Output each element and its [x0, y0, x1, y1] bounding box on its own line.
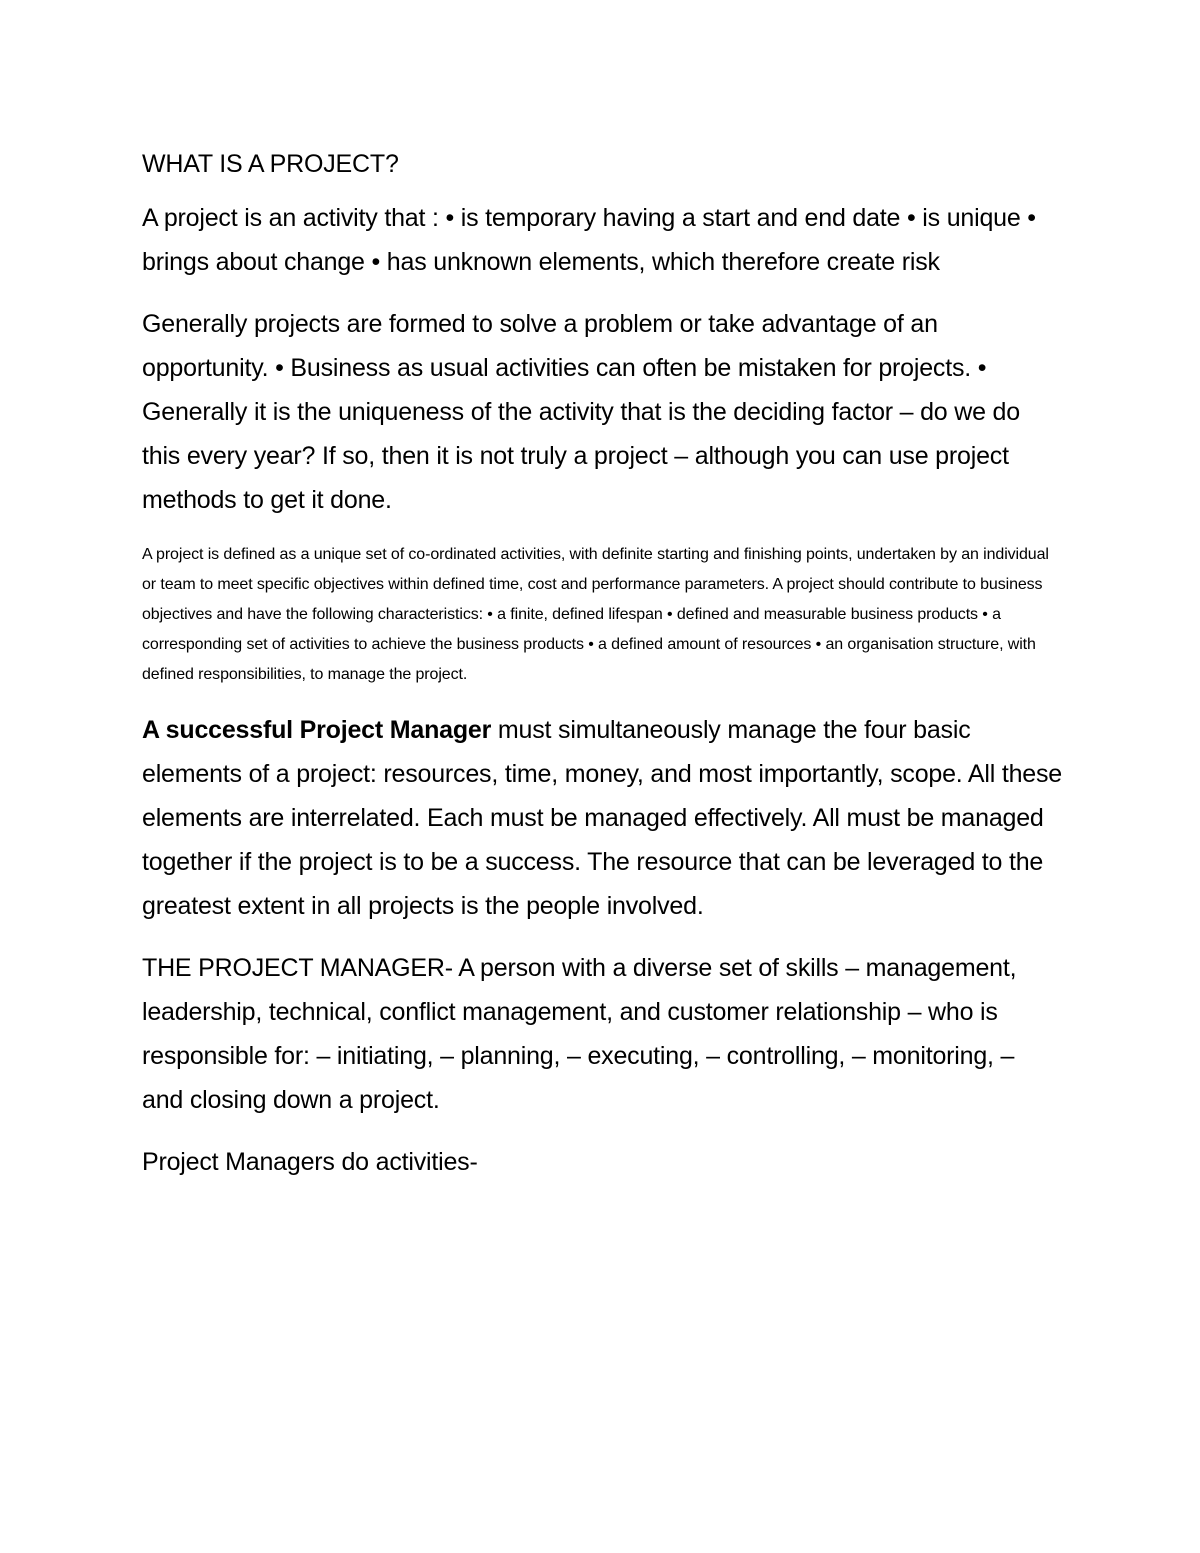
project-manager-paragraph	[142, 708, 1062, 928]
document-body	[142, 142, 1062, 1202]
project-formal-definition-paragraph: A project is defined as a unique set of co-ordinated activities, with definite starting and finishing points, undertaken by an individual or team to meet specific objectives within defined time, cost and performance parameters. A project should contribute to business objectives and have the following characteristics: • a finite, defined lifespan • defined and measurable business products • a corresponding set of activities to achieve the business products • a defined amount of resources • an organisation structure, with defined responsibilities, to manage the project.	[142, 546, 1049, 683]
bold-phrase: A successful Project Manager	[142, 716, 492, 744]
activities-paragraph: Project Managers do activities-	[142, 1148, 478, 1176]
project-manager-definition-paragraph: THE PROJECT MANAGER- A person with a diverse set of skills – management, leadership, technical, conflict management, and customer relationship – who is responsible for: – initiating, – planning, – executing, – controlling, – monitoring, – and closing down a project.	[142, 954, 1017, 1114]
project-purpose-paragraph: Generally projects are formed to solve a problem or take advantage of an opportunity. • Business as usual activities can often be mistaken for projects. • Generally it is the uniqueness of the activity that is the deciding factor – do we do this every year? If so, then it is not truly a project – although you can use project methods to get it done.	[142, 310, 1020, 514]
project-definition-paragraph: A project is an activity that : • is temporary having a start and end date • is unique • brings about change • has unknown elements, which therefore create risk	[142, 204, 1036, 276]
page-title: WHAT IS A PROJECT?	[142, 150, 399, 178]
project-manager-text: must simultaneously manage the four basic elements of a project: resources, time, money, and most importantly, scope. All these elements are interrelated. Each must be managed effectively. All must be managed together if the project is to be a success. The resource that can be leveraged to the greatest extent in all projects is the people involved.	[142, 716, 1062, 920]
